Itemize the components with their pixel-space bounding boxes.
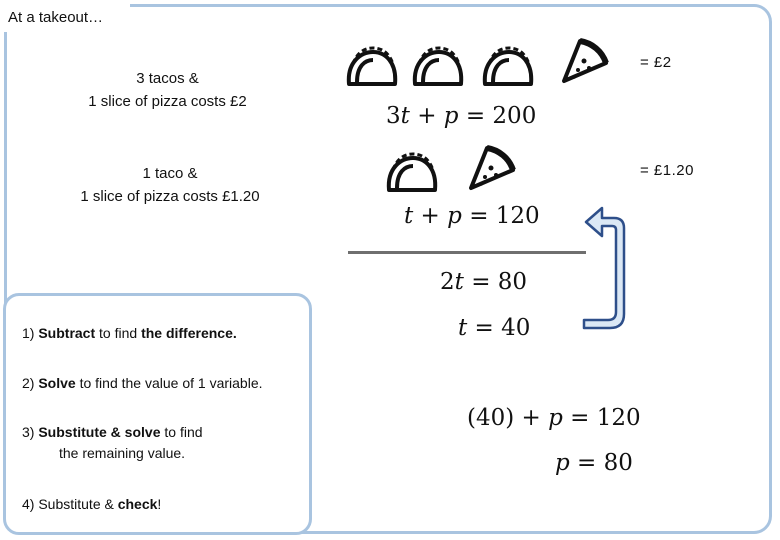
equation-1: 3t + p = 200 — [386, 103, 537, 129]
problem2-line2: 1 slice of pizza costs £1.20 — [80, 188, 260, 205]
taco-icon — [343, 44, 401, 88]
problem1-description — [60, 67, 275, 113]
substitution-equation: (40) + p = 120 — [467, 405, 641, 431]
steps-box — [3, 293, 312, 535]
title-box — [0, 0, 130, 32]
solved-variable-equation: t = 40 — [458, 315, 531, 341]
pizza-slice-icon — [560, 37, 610, 85]
problem2-line1: 1 taco & — [142, 165, 198, 182]
problem2-price: = £1.20 — [640, 162, 694, 179]
slide-title: At a takeout… — [8, 9, 104, 26]
difference-equation: 2t = 80 — [440, 269, 528, 295]
taco-icon — [479, 44, 537, 88]
equation-2: t + p = 120 — [404, 203, 540, 229]
step-2: 2) Solve to find the value of 1 variable. — [22, 375, 263, 391]
substitute-arrow-icon — [580, 198, 632, 338]
step-3: 3) Substitute & solve to find the remaining value. — [22, 422, 203, 464]
problem1-price: = £2 — [640, 54, 672, 71]
step-4: 4) Substitute & check! — [22, 496, 162, 512]
problem1-line1: 3 tacos & — [136, 70, 199, 87]
problem2-description — [50, 162, 290, 208]
taco-icon — [409, 44, 467, 88]
step-1: 1) Subtract to find the difference. — [22, 325, 237, 341]
subtraction-line — [348, 251, 586, 254]
problem1-line2: 1 slice of pizza costs £2 — [88, 93, 247, 110]
step-3-continuation: the remaining value. — [59, 445, 186, 461]
pizza-slice-icon — [467, 144, 517, 192]
taco-icon — [383, 150, 441, 194]
result-equation: p = 80 — [555, 450, 633, 476]
